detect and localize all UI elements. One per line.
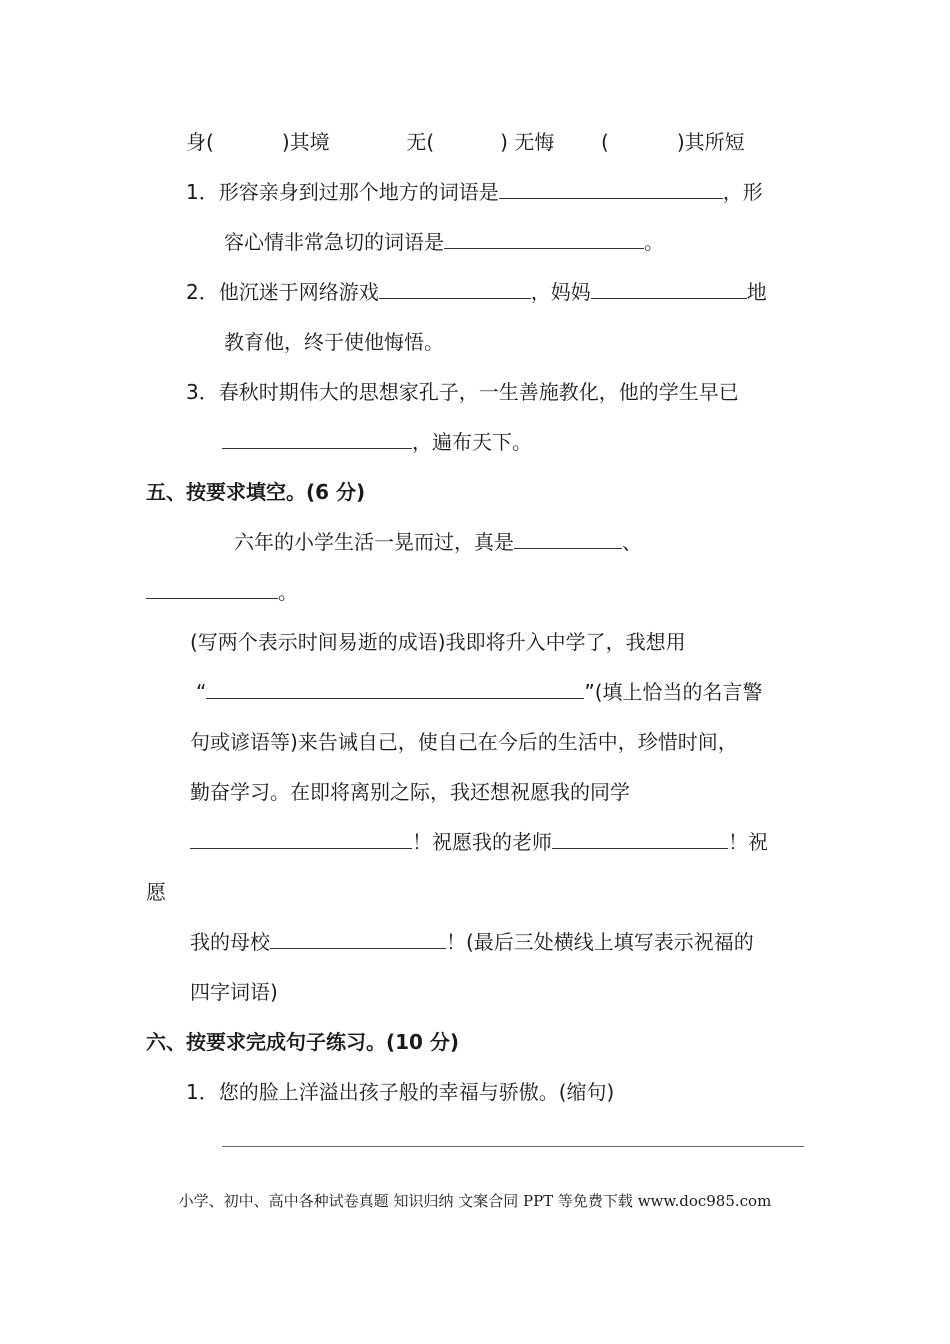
question-3-number: 3． [186,380,219,404]
question-2-number: 2． [186,280,219,304]
section-5-line-2-end: 。 [278,580,298,604]
question-2-line-2 [224,328,444,356]
section-5-line-1 [234,528,642,556]
question-1-blank-1[interactable] [499,178,723,199]
section-6-heading: 六、按要求完成句子练习。(10 分) [146,1030,460,1054]
question-1-line-1 [186,178,763,206]
section-5-text-1: 六年的小学生活一晃而过，真是 [234,530,514,554]
section-5-text-7a: ！祝愿我的老师 [412,830,552,854]
idiom-3-start: ( [601,130,609,154]
section-6-answer-line[interactable] [222,1146,804,1147]
section-5-blank-motto[interactable] [206,678,584,699]
question-3-blank[interactable] [222,428,412,449]
idiom-2-end: ) 无悔 [500,130,555,154]
section-5-blank-teacher[interactable] [552,828,728,849]
question-2-text-end: 地 [746,280,767,304]
section-5-line-2 [146,578,298,606]
section-5-line-4 [196,678,763,706]
question-1-text-2: 容心情非常急切的词语是 [224,230,444,254]
question-2-text-2: 教育他，终于使他悔悟。 [224,330,444,354]
section-5-separator: 、 [622,530,642,554]
question-2-text-cont: ，妈妈 [530,280,591,304]
question-1-end: 。 [644,230,664,254]
question-3-line-1 [186,378,739,406]
section-5-line-7 [190,828,768,856]
section-5-text-9a: 我的母校 [190,930,270,954]
question-1-blank-2[interactable] [444,228,644,249]
question-1-line-2 [224,228,664,256]
question-1-number: 1． [186,180,219,204]
section-5-line-3: (写两个表示时间易逝的成语)我即将升入中学了，我想用 [190,630,686,654]
idiom-2-start: 无( [406,130,435,154]
idiom-3-end: )其所短 [676,130,745,154]
question-3-text-end: ，遍布天下。 [412,430,532,454]
section-5-text-7b: ！祝 [728,830,768,854]
section-5-text-4: ”(填上恰当的名言警 [584,680,763,704]
section-5-line-10: 四字词语) [190,980,278,1004]
idiom-row [186,128,745,156]
section-5-line-8: 愿 [146,880,166,904]
section-5-line-9 [190,928,754,956]
question-3-line-2 [222,428,532,456]
section-5-blank-2[interactable] [146,578,278,599]
question-3-text: 春秋时期伟大的思想家孔子，一生善施教化，他的学生早已 [218,380,739,404]
quote-open: “ [196,680,207,704]
page-footer: 小学、初中、高中各种试卷真题 知识归纳 文案合同 PPT 等免费下载 www.doc985.com [178,1192,772,1210]
section-5-blank-school[interactable] [270,928,446,949]
idiom-1-end: )其境 [281,130,330,154]
section-5-line-6: 勤奋学习。在即将离别之际，我还想祝愿我的同学 [190,780,630,804]
question-2-line-1 [186,278,767,306]
section-5-blank-classmates[interactable] [190,828,412,849]
question-1-text: 形容亲身到过那个地方的词语是 [218,180,499,204]
question-2-blank-1[interactable] [379,278,531,299]
section-5-text-9b: ！(最后三处横线上填写表示祝福的 [446,930,754,954]
section-5-heading: 五、按要求填空。(6 分) [146,480,366,504]
section-5-line-5: 句或谚语等)来告诫自己，使自己在今后的生活中，珍惜时间， [190,730,738,754]
question-2-text: 他沉迷于网络游戏 [218,280,379,304]
section-5-blank-1[interactable] [514,528,622,549]
idiom-1-start: 身( [186,130,214,154]
question-2-blank-2[interactable] [591,278,747,299]
question-1-text-cont: ，形 [722,180,763,204]
section-6-question-1: 1．您的脸上洋溢出孩子般的幸福与骄傲。(缩句) [186,1080,615,1104]
